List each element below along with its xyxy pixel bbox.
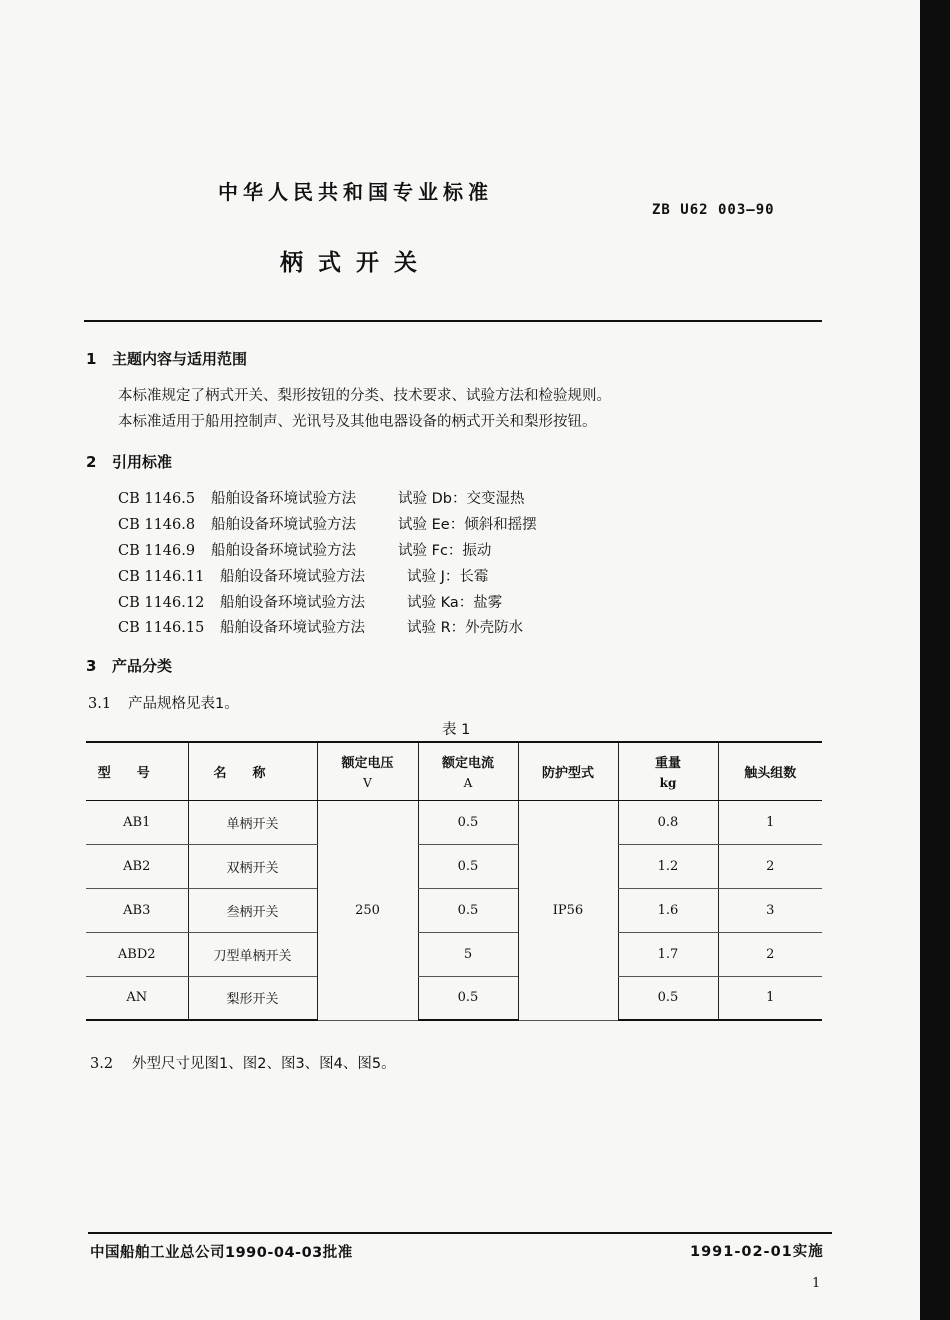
cell-name: 双柄开关: [188, 844, 317, 888]
section-number: 2: [86, 453, 97, 471]
header-protection: 防护型式: [518, 742, 618, 800]
section-1-paragraph-2: 本标准适用于船用控制声、光讯号及其他电器设备的柄式开关和梨形按钮。: [118, 414, 597, 430]
section-title: 产品分类: [112, 657, 173, 675]
table-header-row: [86, 742, 822, 800]
cell-model: AB1: [86, 800, 188, 844]
reference-name: 船舶设备环境试验方法: [211, 491, 356, 507]
cell-contacts: 1: [718, 800, 822, 844]
reference-name: 船舶设备环境试验方法: [220, 595, 365, 611]
reference-item: [118, 487, 524, 508]
reference-test: 试验 Ka：盐雾: [407, 595, 503, 611]
effective-date: 1991-02-01实施: [690, 1244, 824, 1260]
reference-test: 试验 Fc：振动: [398, 543, 492, 559]
table-caption: 表 1: [442, 722, 471, 738]
reference-item: [118, 513, 537, 534]
cell-weight: 0.8: [618, 800, 718, 844]
subsection-3-1: [88, 692, 239, 713]
cell-name: 刀型单柄开关: [188, 932, 317, 976]
reference-code: CB 1146.15: [118, 620, 205, 636]
reference-code: CB 1146.12: [118, 595, 205, 611]
section-2-heading: [86, 451, 172, 472]
header-divider: [84, 320, 822, 322]
section-1-heading: [86, 348, 247, 369]
reference-test: 试验 R：外壳防水: [407, 620, 524, 636]
cell-model: ABD2: [86, 932, 188, 976]
reference-code: CB 1146.11: [118, 569, 205, 585]
cell-name: 单柄开关: [188, 800, 317, 844]
header-name: 名称: [188, 742, 317, 800]
page-number: 1: [812, 1276, 821, 1291]
section-title: 引用标准: [112, 453, 173, 471]
section-1-paragraph-1: 本标准规定了柄式开关、梨形按钮的分类、技术要求、试验方法和检验规则。: [118, 388, 611, 404]
cell-contacts: 2: [718, 844, 822, 888]
section-title: 主题内容与适用范围: [112, 350, 248, 368]
reference-name: 船舶设备环境试验方法: [220, 620, 365, 636]
approval-note: 中国船舶工业总公司1990-04-03批准: [90, 1245, 353, 1261]
reference-code: CB 1146.8: [118, 517, 196, 533]
reference-name: 船舶设备环境试验方法: [220, 569, 365, 585]
section-number: 1: [86, 350, 97, 368]
cell-name: 梨形开关: [188, 976, 317, 1020]
standard-number: ZB U62 003—90: [652, 202, 775, 218]
subsection-text: 产品规格见表1。: [128, 696, 239, 712]
section-number: 3: [86, 657, 97, 675]
cell-contacts: 3: [718, 888, 822, 932]
subsection-number: 3.1: [88, 696, 112, 712]
reference-name: 船舶设备环境试验方法: [211, 543, 356, 559]
reference-item: [118, 591, 502, 612]
cell-model: AN: [86, 976, 188, 1020]
table-row: [86, 932, 822, 976]
reference-item: [118, 539, 491, 560]
cell-name: 叁柄开关: [188, 888, 317, 932]
cell-weight: 1.6: [618, 888, 718, 932]
reference-item: [118, 616, 523, 637]
cell-protection: IP56: [518, 800, 618, 1020]
footer-divider: [88, 1232, 832, 1234]
cell-contacts: 2: [718, 932, 822, 976]
cell-weight: 0.5: [618, 976, 718, 1020]
cell-voltage: 250: [317, 800, 418, 1020]
subsection-text: 外型尺寸见图1、图2、图3、图4、图5。: [132, 1056, 396, 1072]
spec-table: [86, 741, 822, 1021]
section-3-heading: [86, 655, 172, 676]
reference-test: 试验 Ee：倾斜和摇摆: [398, 517, 537, 533]
header-model: 型号: [86, 742, 188, 800]
table-row: [86, 844, 822, 888]
cell-current: 5: [418, 932, 518, 976]
cell-current: 0.5: [418, 844, 518, 888]
cell-current: 0.5: [418, 976, 518, 1020]
header-weight: 重量 kg: [618, 742, 718, 800]
cell-model: AB3: [86, 888, 188, 932]
reference-name: 船舶设备环境试验方法: [211, 517, 356, 533]
header-voltage: 额定电压 V: [317, 742, 418, 800]
cell-model: AB2: [86, 844, 188, 888]
header-contacts: 触头组数: [718, 742, 822, 800]
page-title: 柄式开关: [280, 250, 432, 276]
scan-border: [920, 0, 950, 1320]
reference-code: CB 1146.9: [118, 543, 196, 559]
cell-current: 0.5: [418, 888, 518, 932]
subsection-3-2: [90, 1052, 396, 1073]
cell-weight: 1.2: [618, 844, 718, 888]
reference-test: 试验 J：长霉: [407, 569, 489, 585]
table-row: [86, 800, 822, 844]
reference-code: CB 1146.5: [118, 491, 196, 507]
standard-category-title: 中华人民共和国专业标准: [218, 180, 493, 204]
table-row: [86, 888, 822, 932]
table-row: [86, 976, 822, 1020]
cell-weight: 1.7: [618, 932, 718, 976]
cell-current: 0.5: [418, 800, 518, 844]
reference-test: 试验 Db：交变湿热: [398, 491, 525, 507]
cell-contacts: 1: [718, 976, 822, 1020]
reference-item: [118, 565, 488, 586]
subsection-number: 3.2: [90, 1056, 114, 1072]
header-current: 额定电流 A: [418, 742, 518, 800]
